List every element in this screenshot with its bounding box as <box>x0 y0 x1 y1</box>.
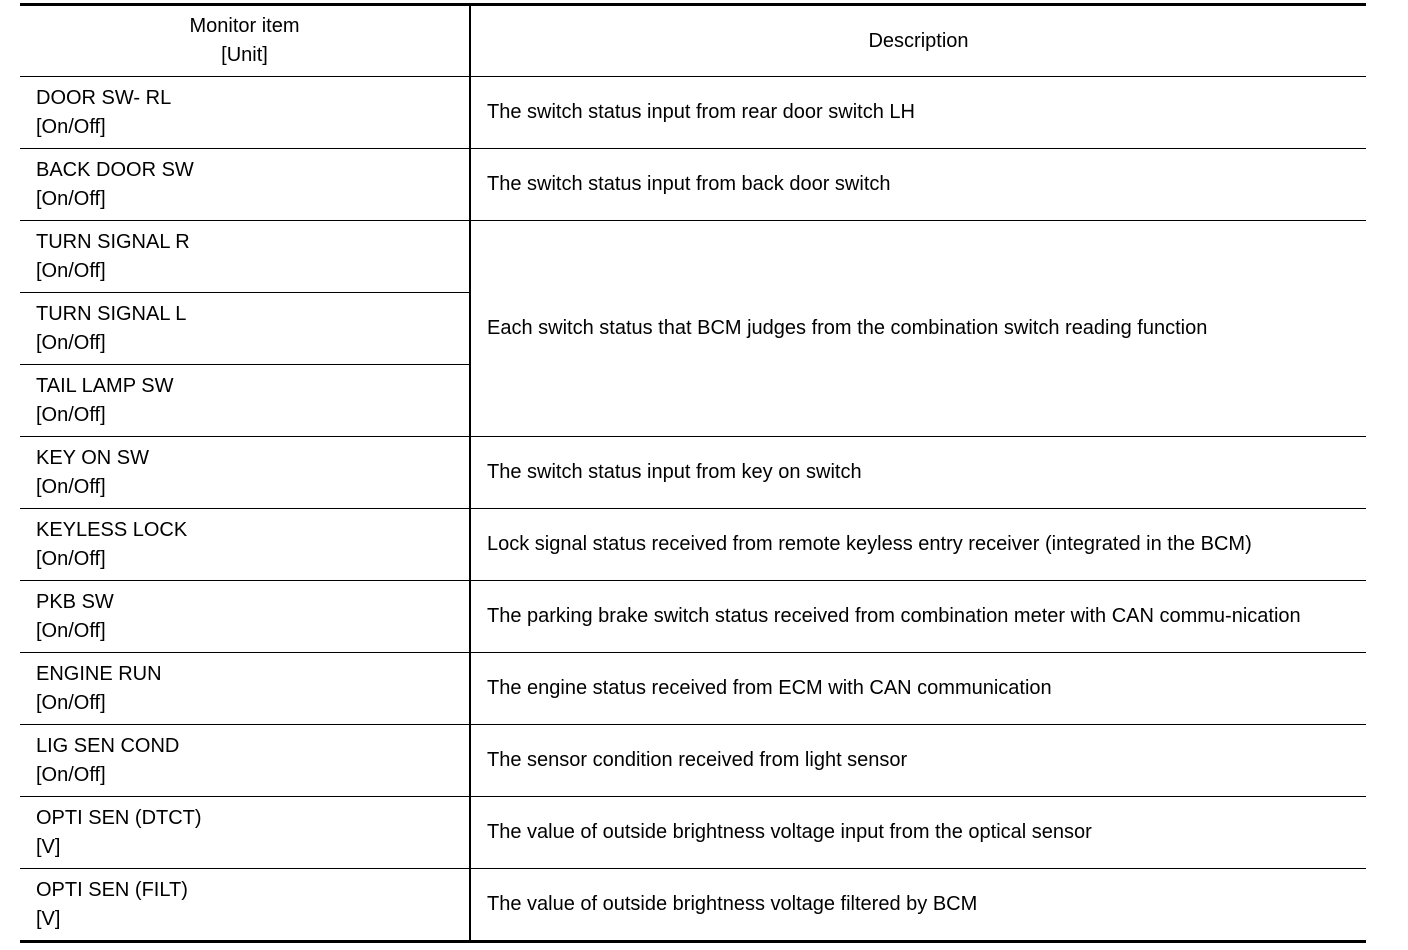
table-row-description <box>471 580 1366 652</box>
monitor-item-unit: [On/Off] <box>36 187 106 210</box>
description-text: Lock signal status received from remote keyless entry receiver (integrated in the BCM) <box>487 533 1252 555</box>
header-description-label: Description <box>868 29 969 52</box>
table-row-item <box>20 652 471 724</box>
monitor-item-unit: [On/Off] <box>36 259 106 282</box>
monitor-item-unit: [On/Off] <box>36 691 106 714</box>
description-text: The switch status input from rear door switch LH <box>487 101 915 123</box>
monitor-item-unit: [On/Off] <box>36 619 106 642</box>
description-text: The switch status input from key on switch <box>487 461 862 483</box>
header-description <box>471 6 1366 76</box>
monitor-item-name: ENGINE RUN <box>36 662 162 685</box>
table-row-item <box>20 364 471 436</box>
table-row-item <box>20 292 471 364</box>
monitor-item-unit: [On/Off] <box>36 763 106 786</box>
description-text: The value of outside brightness voltage filtered by BCM <box>487 893 978 915</box>
table-row-item <box>20 580 471 652</box>
header-unit-label: [Unit] <box>221 44 268 66</box>
table-row-description <box>471 652 1366 724</box>
monitor-item-unit: [On/Off] <box>36 331 106 354</box>
table-row-description <box>471 148 1366 220</box>
monitor-item-name: DOOR SW- RL <box>36 86 172 109</box>
table-row-item <box>20 148 471 220</box>
table-row-description <box>471 796 1366 868</box>
monitor-item-name: OPTI SEN (DTCT) <box>36 806 202 829</box>
table-row-item <box>20 796 471 868</box>
monitor-item-name: LIG SEN COND <box>36 734 180 757</box>
monitor-item-unit: [V] <box>36 835 61 858</box>
description-text: The parking brake switch status received from combination meter with CAN commu-nication <box>487 605 1301 627</box>
monitor-item-name: PKB SW <box>36 590 114 613</box>
table-row-item <box>20 724 471 796</box>
table-row-description <box>471 724 1366 796</box>
monitor-item-name: TURN SIGNAL L <box>36 302 187 325</box>
monitor-item-table <box>20 3 1366 943</box>
monitor-item-name: KEY ON SW <box>36 446 149 469</box>
header-monitor-item <box>20 6 471 76</box>
table-row-description <box>471 508 1366 580</box>
monitor-item-name: TURN SIGNAL R <box>36 230 190 253</box>
monitor-item-name: TAIL LAMP SW <box>36 374 174 397</box>
description-text: The engine status received from ECM with CAN communication <box>487 677 1052 699</box>
monitor-item-name: BACK DOOR SW <box>36 158 194 181</box>
description-text: The value of outside brightness voltage input from the optical sensor <box>487 821 1092 843</box>
monitor-item-unit: [On/Off] <box>36 115 106 138</box>
description-text: The sensor condition received from light sensor <box>487 749 908 771</box>
monitor-item-unit: [On/Off] <box>36 475 106 498</box>
table-row-item <box>20 76 471 148</box>
table-row-item <box>20 220 471 292</box>
monitor-item-name: OPTI SEN (FILT) <box>36 878 188 901</box>
monitor-item-unit: [On/Off] <box>36 547 106 570</box>
table-row-description <box>471 868 1366 940</box>
table-row-item <box>20 868 471 940</box>
description-text: The switch status input from back door switch <box>487 173 891 195</box>
table-row-description <box>471 76 1366 148</box>
table-row-description <box>471 220 1366 436</box>
monitor-item-name: KEYLESS LOCK <box>36 518 188 541</box>
description-text: Each switch status that BCM judges from the combination switch reading function <box>487 317 1208 339</box>
table-row-item <box>20 508 471 580</box>
monitor-item-unit: [On/Off] <box>36 403 106 426</box>
table-row-description <box>471 436 1366 508</box>
monitor-item-unit: [V] <box>36 907 61 930</box>
header-monitor-item-label: Monitor item <box>189 15 300 37</box>
table-row-item <box>20 436 471 508</box>
